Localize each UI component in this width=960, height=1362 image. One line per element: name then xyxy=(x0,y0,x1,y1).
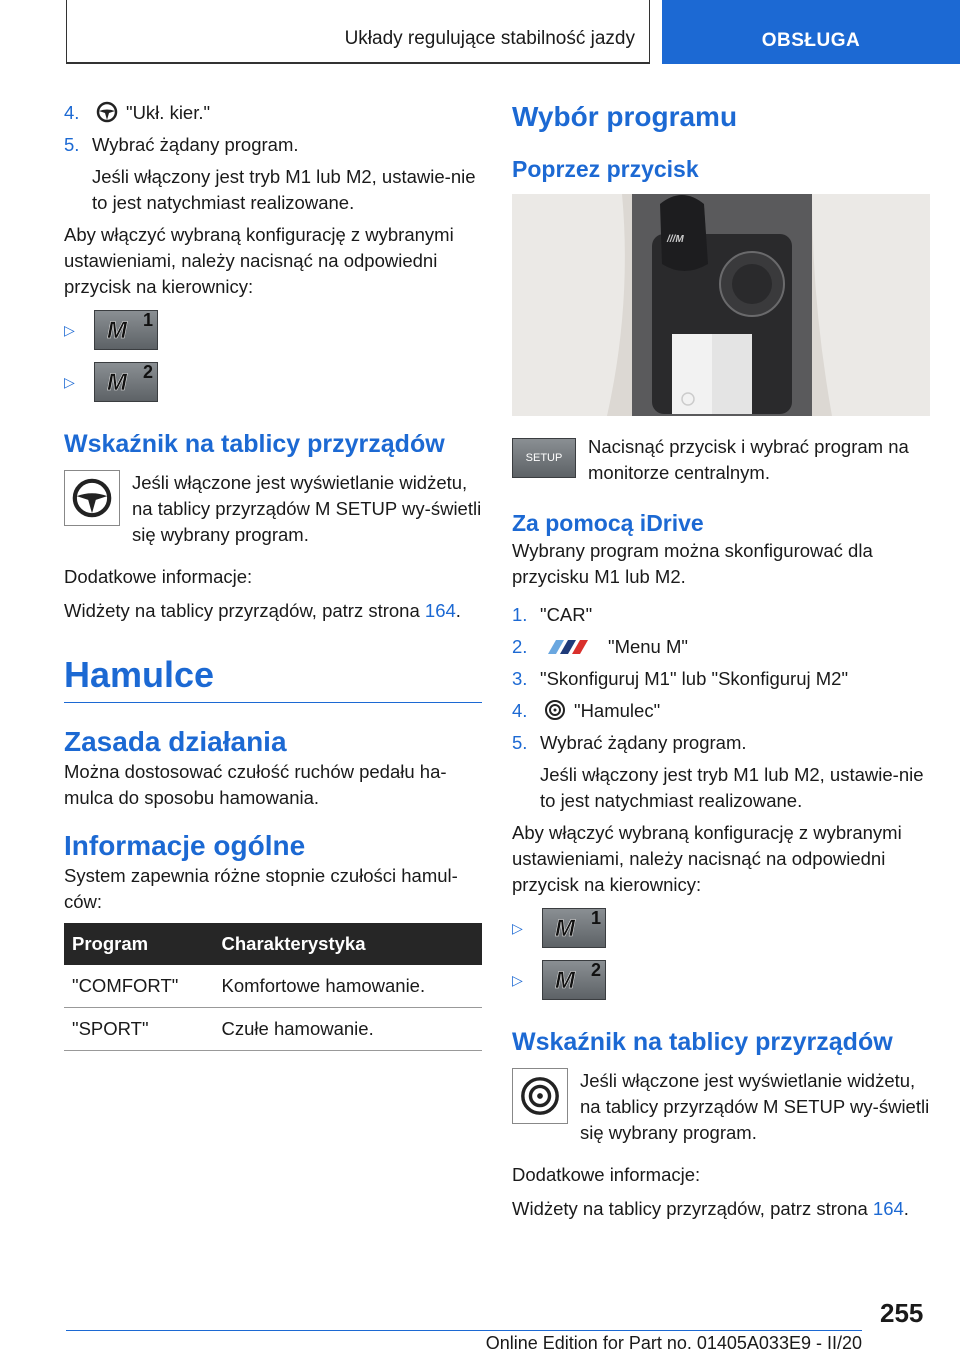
step-number: 4. xyxy=(64,102,80,123)
step-number: 4. xyxy=(512,700,528,721)
step-subtext: Jeśli włączony jest tryb M1 lub M2, ustawie-nie to jest natychmiast realizowane. xyxy=(92,166,476,213)
indicator-heading: Wskaźnik na tablicy przyrządów xyxy=(64,430,445,458)
header-section-title: Układy regulujące stabilność jazdy xyxy=(66,0,650,64)
step-subtext: Jeśli włączony jest tryb M1 lub M2, ustawie-nie to jest natychmiast realizowane. xyxy=(540,764,924,811)
indicator-heading: Wskaźnik na tablicy przyrządów xyxy=(512,1028,893,1056)
left-column xyxy=(64,100,482,1051)
general-text: System zapewnia różne stopnie czułości hamul-ców: xyxy=(64,865,458,912)
list-item xyxy=(64,132,482,158)
more-info-label: Dodatkowe informacje: xyxy=(64,566,253,587)
footer-edition: Online Edition for Part no. 01405A033E9 - II/20 xyxy=(66,1330,862,1354)
setup-block xyxy=(512,434,930,486)
triangle-bullet-icon: ▷ xyxy=(512,919,523,936)
steering-wheel-icon xyxy=(64,470,120,526)
general-heading: Informacje ogólne xyxy=(64,830,306,861)
table-row: "SPORT" Czułe hamowanie. xyxy=(64,1008,482,1051)
m2-button-icon: M 2 xyxy=(94,362,158,402)
table-header: Charakterystyka xyxy=(214,923,482,965)
header-chapter-tab: OBSŁUGA xyxy=(662,0,960,64)
center-console-photo xyxy=(512,194,930,416)
step-number: 5. xyxy=(64,134,80,155)
widgets-reference: Widżety na tablicy przyrządów, patrz strona 164. xyxy=(512,1198,909,1219)
step-number: 5. xyxy=(512,732,528,753)
step-text: "Hamulec" xyxy=(574,700,661,721)
m1-button-icon: M 1 xyxy=(94,310,158,350)
page-link[interactable]: 164 xyxy=(872,1198,904,1219)
idrive-text: Wybrany program można skonfigurować dla przycisku M1 lub M2. xyxy=(512,540,873,587)
page-number: 255 xyxy=(880,1298,924,1328)
step-number: 1. xyxy=(512,604,528,625)
principle-heading: Zasada działania xyxy=(64,726,287,757)
brake-program-table xyxy=(64,923,482,1051)
hamulce-title: Hamulce xyxy=(64,654,482,703)
idrive-heading: Za pomocą iDrive xyxy=(512,510,704,536)
list-item xyxy=(512,634,930,660)
selection-heading: Wybór programu xyxy=(512,101,738,132)
indicator-text: Jeśli włączone jest wyświetlanie widżetu, na tablicy przyrządów M SETUP wy-świetli się wybrany program. xyxy=(132,472,482,545)
principle-text: Można dostosować czułość ruchów pedału ha-mulca do sposobu hamowania. xyxy=(64,761,447,808)
m2-bullet xyxy=(512,960,930,1000)
step-text: "Menu M" xyxy=(608,636,688,657)
indicator-block xyxy=(64,470,482,548)
step-text: "Ukł. kier." xyxy=(126,102,211,123)
m1-bullet xyxy=(64,310,482,350)
brake-icon xyxy=(544,699,566,721)
m1-button-icon: M 1 xyxy=(542,908,606,948)
triangle-bullet-icon: ▷ xyxy=(64,373,75,390)
widgets-reference: Widżety na tablicy przyrządów, patrz strona 164. xyxy=(64,600,461,621)
m-stripes-icon xyxy=(544,638,598,656)
svg-text:///M: ///M xyxy=(667,234,684,245)
step-text: "Skonfiguruj M1" lub "Skonfiguruj M2" xyxy=(540,668,849,689)
setup-text: Nacisnąć przycisk i wybrać program na monitorze centralnym. xyxy=(588,436,909,483)
button-heading: Poprzez przycisk xyxy=(512,156,699,182)
brake-icon xyxy=(512,1068,568,1124)
list-item xyxy=(512,666,930,692)
right-column xyxy=(512,100,930,1230)
m2-button-icon: M 2 xyxy=(542,960,606,1000)
more-info-label: Dodatkowe informacje: xyxy=(512,1164,701,1185)
m1-bullet xyxy=(512,908,930,948)
list-item xyxy=(512,602,930,628)
indicator-text: Jeśli włączone jest wyświetlanie widżetu, na tablicy przyrządów M SETUP wy-świetli się wybrany program. xyxy=(580,1070,930,1143)
apply-text: Aby włączyć wybraną konfigurację z wybranymi ustawieniami, należy nacisnąć na odpowiedni przycisk na kierownicy: xyxy=(64,224,454,297)
list-item xyxy=(512,698,930,724)
step-text: "CAR" xyxy=(540,604,593,625)
indicator-block xyxy=(512,1068,930,1146)
step-text: Wybrać żądany program. xyxy=(540,732,747,753)
step-text: Wybrać żądany program. xyxy=(92,134,299,155)
step-number: 2. xyxy=(512,636,528,657)
table-row: "COMFORT" Komfortowe hamowanie. xyxy=(64,965,482,1008)
triangle-bullet-icon: ▷ xyxy=(64,321,75,338)
table-header: Program xyxy=(64,923,214,965)
page-link[interactable]: 164 xyxy=(424,600,456,621)
list-item xyxy=(64,100,482,126)
steering-wheel-icon xyxy=(96,101,118,123)
m2-bullet xyxy=(64,362,482,402)
step-number: 3. xyxy=(512,668,528,689)
apply-text: Aby włączyć wybraną konfigurację z wybranymi ustawieniami, należy nacisnąć na odpowiedni przycisk na kierownicy: xyxy=(512,822,902,895)
setup-button-icon: SETUP xyxy=(512,438,576,478)
list-item xyxy=(512,730,930,756)
triangle-bullet-icon: ▷ xyxy=(512,971,523,988)
